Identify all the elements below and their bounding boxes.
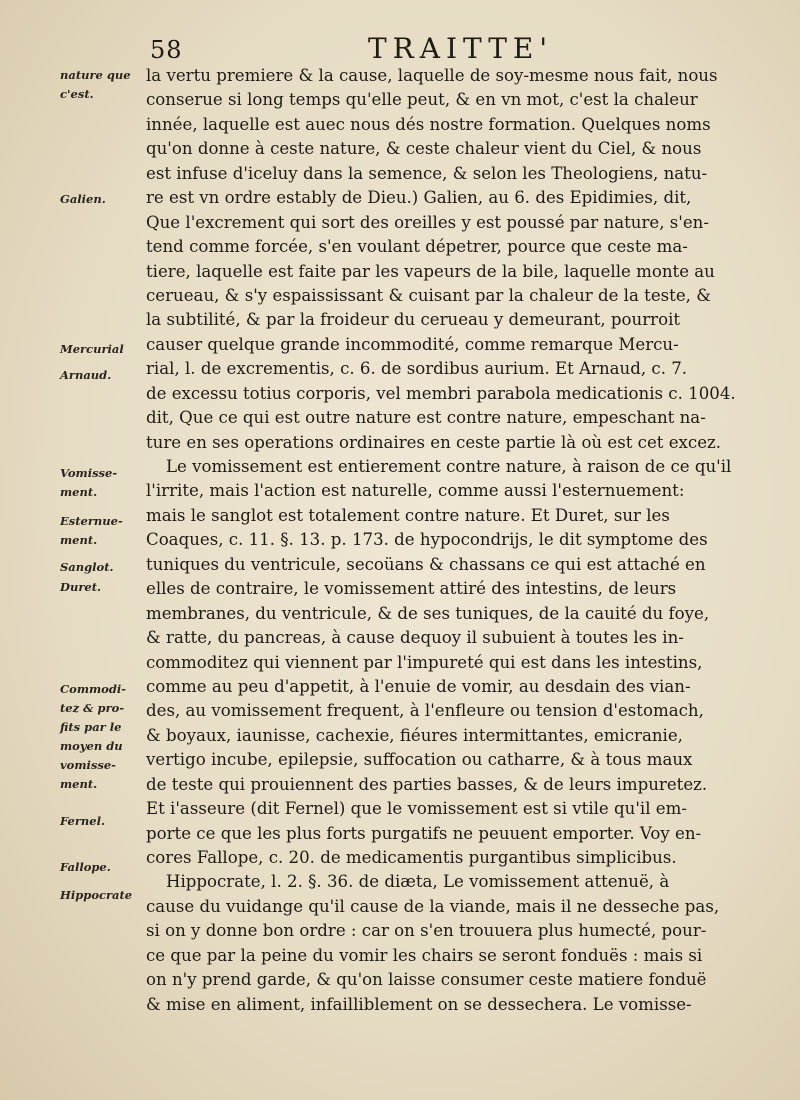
text-line: de excessu totius corporis, vel membri parabola medicationis c. 1004.	[146, 383, 736, 403]
margin-note-line: Sanglot.	[60, 560, 114, 574]
margin-note-line: nature que	[60, 68, 131, 82]
page-number: 58	[150, 36, 183, 64]
margin-note-duret	[60, 578, 101, 597]
text-line: re est vn ordre estably de Dieu.) Galien, au 6. des Epidimies, dit,	[146, 188, 692, 208]
margin-note-line: fits par le	[60, 720, 122, 734]
margin-note-commodites	[60, 680, 126, 794]
margin-note-nature	[60, 66, 131, 104]
margin-note-arnaud	[60, 366, 111, 385]
text-line: ce que par la peine du vomir les chairs se seront fonduës : mais si	[146, 945, 703, 965]
text-line: rial, l. de excrementis, c. 6. de sordibus aurium. Et Arnaud, c. 7.	[146, 359, 688, 379]
body-text	[146, 64, 736, 1017]
text-line: Le vomissement est entierement contre nature, à raison de ce qu'il	[166, 457, 732, 476]
margin-note-line: ment.	[60, 777, 98, 791]
text-line: causer quelque grande incommodité, comme remarque Mercu-	[146, 334, 679, 354]
running-title: TRAITTE'	[368, 32, 554, 65]
margin-note-line: Hippocrate	[60, 888, 133, 902]
margin-note-hippocrate	[60, 886, 132, 905]
text-line: si on y donne bon ordre : car on s'en trouuera plus humecté, pour-	[146, 921, 707, 941]
text-line: vertigo incube, epilepsie, suffocation ou catharre, & à tous maux	[146, 750, 693, 770]
text-line: membranes, du ventricule, & de ses tuniques, de la cauité du foye,	[146, 603, 710, 623]
text-line: dit, Que ce qui est outre nature est contre nature, empeschant na-	[146, 408, 706, 428]
text-line: mais le sanglot est totalement contre nature. Et Duret, sur les	[146, 505, 670, 525]
margin-note-sanglot	[60, 558, 114, 577]
text-line: tend comme forcée, s'en voulant dépetrer, pource que ceste ma-	[146, 237, 688, 257]
text-line: & boyaux, iaunisse, cachexie, fiéures intermittantes, emicranie,	[146, 725, 683, 745]
text-line: est infuse d'iceluy dans la semence, & selon les Theologiens, natu-	[146, 163, 708, 183]
margin-note-fallope	[60, 858, 111, 877]
margin-note-line: moyen du	[60, 739, 123, 753]
text-line: l'irrite, mais l'action est naturelle, comme aussi l'esternuement:	[146, 481, 685, 501]
margin-note-line: Duret.	[60, 580, 102, 594]
margin-note-line: Arnaud.	[60, 368, 112, 382]
text-line: Et i'asseure (dit Fernel) que le vomissement est si vtile qu'il em-	[146, 799, 687, 819]
margin-note-line: Commodi-	[60, 682, 127, 696]
text-line: innée, laquelle est auec nous dés nostre formation. Quelques noms	[146, 114, 711, 134]
text-line: commoditez qui viennent par l'impureté qui est dans les intestins,	[146, 652, 703, 672]
text-line: tuniques du ventricule, secoüans & chassans ce qui est attaché en	[146, 554, 706, 574]
text-line: elles de contraire, le vomissement attiré des intestins, de leurs	[146, 579, 677, 599]
text-line: qu'on donne à ceste nature, & ceste chaleur vient du Ciel, & nous	[146, 139, 702, 159]
text-line: conserue si long temps qu'elle peut, & en vn mot, c'est la chaleur	[146, 90, 698, 110]
margin-note-line: Mercurial	[60, 342, 124, 356]
margin-note-line: Fallope.	[60, 860, 111, 874]
text-line: Hippocrate, l. 2. §. 36. de diæta, Le vomissement attenuë, à	[166, 872, 670, 892]
margin-note-line: ment.	[60, 485, 98, 499]
margin-note-line: ment.	[60, 533, 98, 547]
text-line: la subtilité, & par la froideur du cerueau y demeurant, pourroit	[146, 310, 681, 330]
text-line: tiere, laquelle est faite par les vapeurs de la bile, laquelle monte au	[146, 261, 715, 281]
text-line: des, au vomissement frequent, à l'enfleure ou tension d'estomach,	[146, 701, 704, 721]
text-line: cerueau, & s'y espaississant & cuisant par la chaleur de la teste, &	[146, 285, 711, 305]
margin-note-fernel	[60, 812, 105, 831]
text-line: porte ce que les plus forts purgatifs ne peuuent emporter. Voy en-	[146, 823, 702, 843]
margin-note-line: vomisse-	[60, 758, 116, 772]
text-line: Coaques, c. 11. §. 13. p. 173. de hypocondrijs, le dit symptome des	[146, 530, 708, 550]
margin-note-line: Fernel.	[60, 814, 105, 828]
margin-note-line: Galien.	[60, 192, 106, 206]
text-line: & ratte, du pancreas, à cause dequoy il subuient à toutes les in-	[146, 628, 684, 648]
margin-note-line: tez & pro-	[60, 701, 125, 715]
text-line: on n'y prend garde, & qu'on laisse consumer ceste matiere fonduë	[146, 970, 707, 990]
text-line: Que l'excrement qui sort des oreilles y est poussé par nature, s'en-	[146, 212, 709, 232]
page-header	[0, 28, 800, 68]
text-line: comme au peu d'appetit, à l'enuie de vomir, au desdain des vian-	[146, 676, 691, 696]
margin-note-vomissement	[60, 464, 117, 502]
text-line: la vertu premiere & la cause, laquelle de soy-mesme nous fait, nous	[146, 66, 718, 85]
margin-note-galien	[60, 190, 106, 209]
margin-note-line: Vomisse-	[60, 466, 118, 480]
margin-note-line: Esternue-	[60, 514, 123, 528]
text-line: cause du vuidange qu'il cause de la viande, mais il ne desseche pas,	[146, 896, 720, 916]
text-line: ture en ses operations ordinaires en ceste partie là où est cet excez.	[146, 432, 722, 452]
text-line: & mise en aliment, infailliblement on se dessechera. Le vomisse-	[146, 994, 692, 1014]
text-line: de teste qui prouiennent des parties basses, & de leurs impuretez.	[146, 774, 708, 794]
text-line: cores Fallope, c. 20. de medicamentis purgantibus simplicibus.	[146, 848, 677, 867]
margin-note-line: c'est.	[60, 87, 94, 101]
margin-note-mercurial	[60, 340, 124, 359]
margin-note-esternuement	[60, 512, 123, 550]
